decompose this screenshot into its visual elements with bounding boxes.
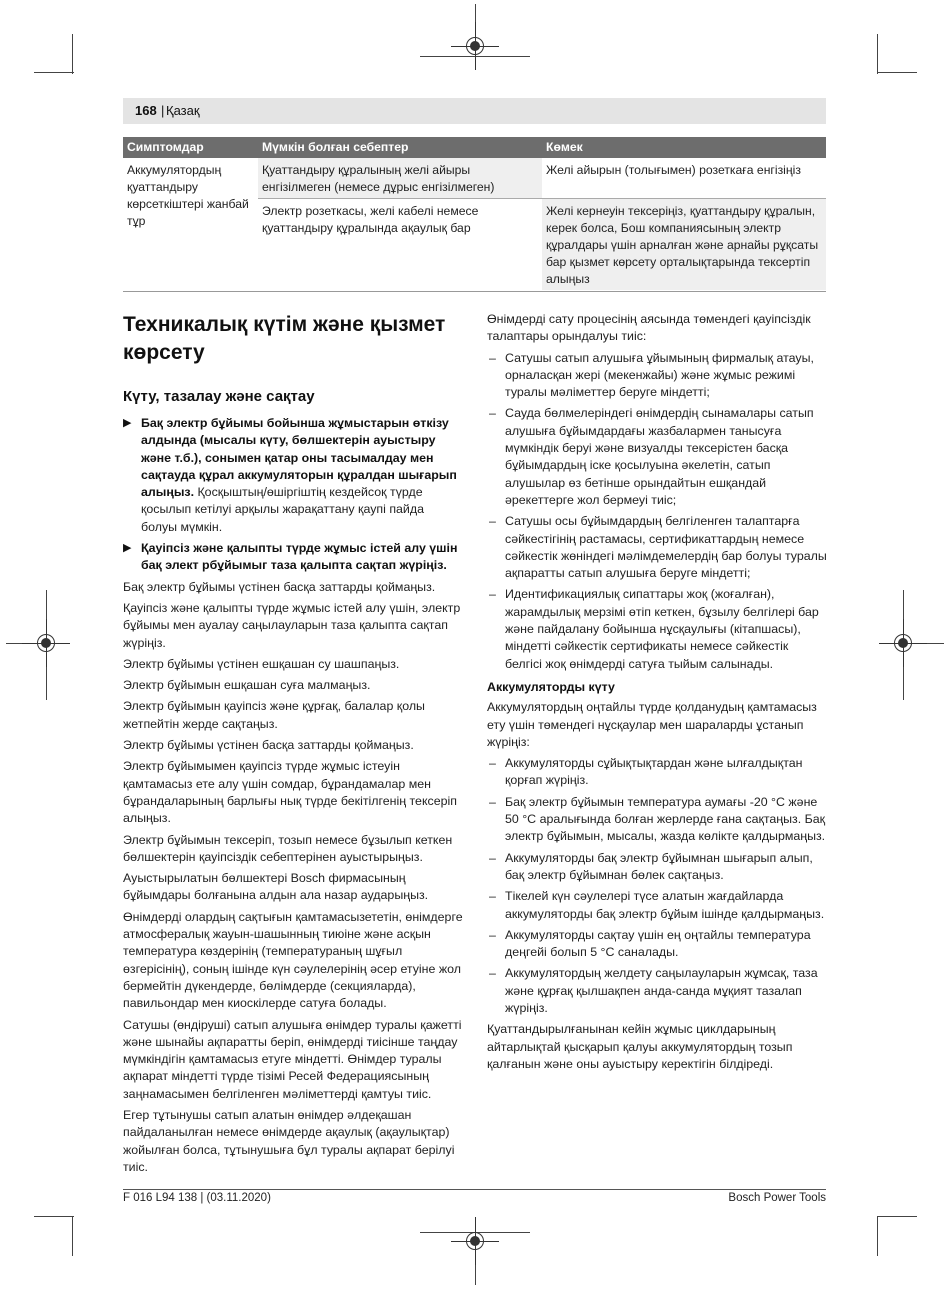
- cause-cell: Электр розеткасы, желі кабелі немесе қуаттандыру құралында ақаулық бар: [258, 199, 542, 291]
- paragraph: Аккумулятордың оңтайлы түрде қолданудың қамтамасыз ету үшін төмендегі нұсқаулар мен шараларды ұстанып жүріңіз:: [487, 700, 817, 749]
- list-item: – Сауда бөлмелеріндегі өнімдердің сынамалары сатып алушыға бұйымдардағы жазбалармен танысуға мүмкіндік беруі және визуалды тексерістен басқа бұйымдардың іске қосылуына әкелетін, сатып алушылар өз бетінше орындайтын ешқандай әрекеттерге жол бермеуі тиіс;: [487, 405, 827, 509]
- list-item: – Аккумуляторды бақ электр бұйымнан шығарып алып, бақ электр бұйымнан бөлек сақтаңыз.: [487, 850, 827, 885]
- page-number: 168: [135, 103, 157, 118]
- warning-bold-text: Бақ электр бұйымы бойынша жұмыстарын өткізу алдында (мысалы күту, бөлшектерін ауыстыру және т.б.), сонымен қатар оны тасымалдау мен сақтауда құрал аккумуляторын құралдан шығарып алыңыз.: [141, 416, 457, 500]
- paragraph: Қауіпсіз және қалыпты түрде жұмыс істей алу үшін, электр бұйымы мен ауалау саңылауларын таза қалыпта сақтап жүріңіз.: [123, 600, 461, 650]
- list-item: – Бақ электр бұйымын температура аумағы -20 °C және 50 °C аралығында болған жерлерде ғана сақтаңыз. Бақ электр бұйымын, мысалы, жазда көлікте қалдырмаңыз.: [487, 794, 827, 846]
- footer-rule: [123, 1189, 826, 1190]
- registration-mark-icon: [894, 634, 912, 652]
- paragraph: Бақ электр бұйымы үстінен басқа заттарды қоймаңыз.: [123, 579, 436, 594]
- paragraph: Ауыстырылатын бөлшектері Bosch фирмасының бұйымдары болғанына алдын ала назар аударыңыз.: [123, 871, 429, 903]
- paragraph: Электр бұйымын қауіпсіз және құрғақ, балалар қолы жетпейтін жерде сақтаңыз.: [123, 699, 425, 731]
- column-header: Мүмкін болған себептер: [258, 137, 542, 158]
- help-cell: Желі кернеуін тексеріңіз, қуаттандыру құралын, керек болса, Бош компаниясының электр құралдары үшін арналған және арнайы рұқсаты бар қызмет көрсету орталықтарында тексертіп алыңыз: [542, 199, 826, 291]
- list-item: – Сатушы осы бұйымдардың белгіленген талаптарға сәйкестігінің растамасы, сертификаттардың немесе сәйкестік жөніндегі мәлімдемелердің бар болуы туралы ақпаратты сатып алушыға беруге міндетті;: [487, 513, 827, 582]
- paragraph: Электр бұйымымен қауіпсіз түрде жұмыс істеуін қамтамасыз ете алу үшін сомдар, бұрандамалар мен бұрандаларының барлығы нық түрде бекітілгенің тексеріп алыңыз.: [123, 759, 457, 826]
- table-row: [123, 158, 826, 199]
- paragraph: Электр бұйымын ешқашан суға малмаңыз.: [123, 678, 371, 693]
- crop-mark: [34, 72, 74, 73]
- warning-bold-text: Қауіпсіз және қалыпты түрде жұмыс істей алу үшін бақ элект рбұйымыг таза қалыпта сақтап жүріңіз.: [141, 541, 458, 573]
- list-item: – Идентификациялық сипаттары жоқ (жоғалған), жарамдылық мерзімі өтіп кеткен, бұзылу белгілері бар және пайдалану бойынша нұсқаулығы (кітапшасы), міндетті сәйкестік сертификаты немесе сәйкестік белгісі жоқ өнімдерді сатуға тыйым салынады.: [487, 586, 827, 672]
- list-item: – Тікелей күн сәулелері түсе алатын жағдайларда аккумуляторды бақ электр бұйым ішінде қалдырмаңыз.: [487, 888, 827, 923]
- crop-mark: [877, 72, 917, 73]
- left-column: [123, 311, 463, 1180]
- column-header: Симптомдар: [123, 137, 258, 158]
- warning-item: [123, 415, 463, 536]
- paragraph: Егер тұтынушы сатып алатын өнімдер әлдеқашан пайдаланылған немесе өнімдерде ақаулық (ақаулықтар) жойылған болса, тұтынушыға бұл туралы ақпарат берілуі тиіс.: [123, 1107, 455, 1174]
- list-item: – Сатушы сатып алушыға ұйымының фирмалық атауы, орналасқан жері (мекенжайы) және жұмыс режимі туралы мәліметтер беруге міндетті;: [487, 350, 827, 402]
- crop-mark: [72, 34, 73, 74]
- paragraph: Электр бұйымын тексеріп, тозып немесе бұзылып кеткен бөлшектерін қауіпсіздік себептерінен ауыстырыңыз.: [123, 832, 453, 864]
- section-title: Техникалық күтім және қызмет көрсету: [123, 313, 446, 364]
- registration-mark-icon: [37, 634, 55, 652]
- list-item: – Аккумуляторды сақтау үшін ең оңтайлы температура деңгейі болып 5 °C саналады.: [487, 927, 827, 962]
- table-bottom-rule: [123, 291, 826, 292]
- paragraph: Электр бұйымы үстінен басқа заттарды қоймаңыз.: [123, 738, 414, 753]
- troubleshooting-table: [123, 137, 826, 290]
- help-cell: Желі айырын (толығымен) розеткаға енгізіңіз: [546, 163, 801, 177]
- page-header: [123, 98, 826, 124]
- warning-item: [123, 540, 463, 575]
- paragraph: Сатушы (өндіруші) сатып алушыға өнімдер туралы қажетті және шынайы ақпаратты беріп, өнімдерді тиісінше таңдау мүмкіндігін қамтамасыз етуге міндетті. Өнімдер туралы ақпарат міндетті түрде тізімі Ресей Федерациясының заңнамасымен белгіленген мәліметтерді қамтуы тиіс.: [123, 1017, 462, 1101]
- crop-mark: [877, 1216, 878, 1256]
- paragraph: Өнімдерді сату процесінің аясында төмендегі қауіпсіздік талаптары орындалуы тиіс:: [487, 312, 811, 344]
- crop-mark: [72, 1216, 73, 1256]
- header-separator: |: [161, 103, 165, 118]
- registration-mark-icon: [466, 1232, 484, 1250]
- paragraph: Электр бұйымы үстінен ешқашан су шашпаңыз.: [123, 656, 400, 671]
- header-language: Қазақ: [166, 103, 200, 118]
- footer-brand: Bosch Power Tools: [728, 1192, 826, 1204]
- symptom-cell: Аккумулятордың қуаттандыру көрсеткіштері жанбай тұр: [127, 163, 249, 228]
- column-header: Көмек: [542, 137, 826, 158]
- registration-mark-icon: [466, 37, 484, 55]
- section-subtitle: Күту, тазалау және сақтау: [123, 388, 315, 405]
- list-item: – Аккумуляторды сұйықтықтардан және ылғалдықтан қорғап жүріңіз.: [487, 755, 827, 790]
- table-header-row: [123, 137, 826, 158]
- paragraph: Өнімдерді олардың сақтығын қамтамасызететін, өнімдерге атмосфералық жауын-шашынның тиюіне жәнe асқын температура көздерінің (температураның шұғыл өзгерісінің), соның ішінде күн сәулелерінің әсер етуіне жол бермейтін дүкендерде, бөлімдерде (секцияларда), павильондар мен киоскілерде сатуға болады.: [123, 909, 463, 1011]
- footer-code: F 016 L94 138 | (03.11.2020): [123, 1192, 271, 1204]
- list-item: – Аккумулятордың желдету саңылауларын жұмсақ, таза және құрғақ қылшақпен анда-санда мұқият тазалап жүріңіз.: [487, 965, 827, 1017]
- crop-mark: [877, 1216, 917, 1217]
- paragraph: Қуаттандырылғанынан кейін жұмыс циклдарының айтарлықтай қысқарып қалуы аккумулятордың тозып қалғанын және оны ауыстыру керектігін білдіреді.: [487, 1022, 793, 1071]
- battery-heading: Аккумуляторды күту: [487, 679, 615, 694]
- crop-mark: [34, 1216, 74, 1217]
- right-column: [487, 311, 827, 1077]
- crop-mark: [877, 34, 878, 74]
- warning-text: Қосқыштың/өшіргіштің кездейсоқ түрде қосылып кетілуі арқылы жарақаттану қаупі пайда болуы мүмкін.: [141, 485, 424, 534]
- cause-cell: Қуаттандыру құралының желі айыры енгізілмеген (немесе дұрыс енгізілмеген): [258, 158, 542, 199]
